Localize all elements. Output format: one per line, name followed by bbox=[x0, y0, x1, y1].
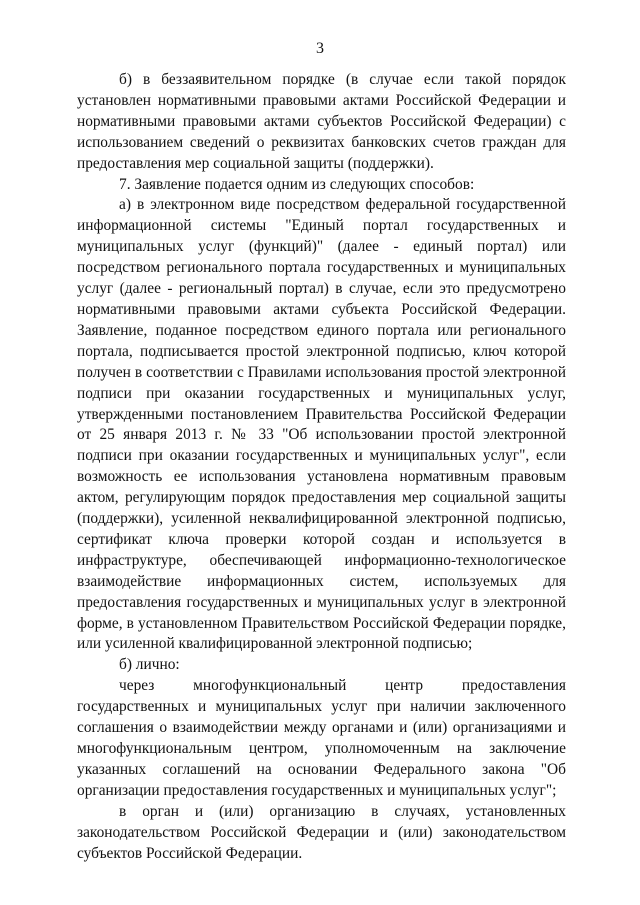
paragraph-a-electronic: а) в электронном виде посредством федеральной государственной информационной системы "Единый портал государственных и муниципальных услуг (функций)" (далее - единый портал) или посредством регионального портала государственных и муниципальных услуг (далее - региональный портал) в случае, если это предусмотрено нормативными правовыми актами субъекта Российской Федерации. Заявление, поданное посредством единого портала или регионального портала, подписывается простой электронной подписью, ключ которой получен в соответствии с Правилами использования простой электронной подписи при оказании государственных и муниципальных услуг, утвержденными постановлением Правительства Российской Федерации от 25 января 2013 г. № 33 "Об использовании простой электронной подписи при оказании государственных и муниципальных услуг", если возможность ее использования установлена нормативным правовым актом, регулирующим порядок предоставления мер социальной защиты (поддержки), усиленной неквалифицированной электронной подписью, сертификат ключа проверки которой создан и используется в инфраструктуре, обеспечивающей информационно-технологическое взаимодействие информационных систем, используемых для предоставления государственных и муниципальных услуг в электронной форме, в установленном Правительством Российской Федерации порядке, или усиленной квалифицированной электронной подписью; bbox=[77, 196, 566, 653]
paragraph-organ: в орган и (или) организацию в случаях, установленных законодательством Российской Федерации и (или) законодательством субъектов Российской Федерации. bbox=[77, 802, 566, 862]
paragraph-b-no-application: б) в беззаявительном порядке (в случае если такой порядок установлен нормативными правовыми актами Российской Федерации и нормативными правовыми актами субъектов Российской Федерации) с использованием сведений о реквизитах банковских счетов граждан для предоставления мер социальной защиты (поддержки). bbox=[77, 71, 566, 172]
page-number: 3 bbox=[316, 40, 324, 57]
paragraph-7-submission-methods: 7. Заявление подается одним из следующих способов: bbox=[119, 175, 475, 193]
paragraph-mfc: через многофункциональный центр предоставления государственных и муниципальных услуг при наличии заключенного соглашения о взаимодействии между органами и (или) организациями и многофункциональным центром, уполномоченным на заключение указанных соглашений на основании Федерального закона "Об организации предоставления государственных и муниципальных услуг"; bbox=[77, 677, 566, 799]
paragraph-b-in-person: б) лично: bbox=[119, 656, 180, 674]
document-body bbox=[77, 70, 566, 864]
